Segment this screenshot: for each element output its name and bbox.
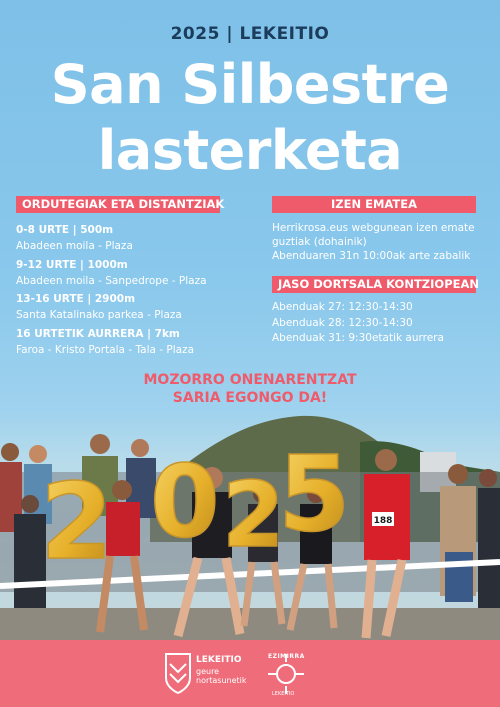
registration-line: Herrikrosa.eus webgunean izen emate [272,222,475,234]
balloon-digit: 5 [278,433,351,555]
title-line-1: San Silbestre [50,53,450,116]
schedule-category: 9-12 URTE | 1000m [16,259,128,271]
bib-pickup-line: Abenduak 28: 12:30-14:30 [272,317,413,329]
lekeitio-shield-icon [164,652,192,694]
bib-pickup-heading: JASO DORTSALA KONTZIOPEAN [272,276,476,293]
logo-left-tagline: geure [196,667,220,676]
bib-number: 188 [373,516,393,526]
promo-line-2: SARIA EGONGO DA! [172,390,328,406]
bib-pickup-line: Abenduak 27: 12:30-14:30 [272,301,413,313]
logo-right-sub: LEKEITIO [272,691,295,697]
runners-photo [0,412,500,640]
balloon-digit: 2 [40,461,114,583]
schedule-category: 0-8 URTE | 500m [16,224,114,236]
logo-left-tagline: nortasunetik [196,676,247,685]
schedule-route: Abadeen moila - Plaza [16,240,133,252]
footer-bar [0,640,500,707]
logo-left-name: LEKEITIO [196,655,242,665]
registration-line: Abenduaren 31n 10:00ak arte zabalik [272,250,471,262]
schedule-route: Faroa - Kristo Portala - Tala - Plaza [16,344,195,356]
balloon-digit: 2 [222,463,285,568]
balloon-digit: 0 [150,443,220,560]
year-location: 2025 | LEKEITIO [170,24,330,44]
logo-right-name: EZIMIRRA [268,653,305,660]
schedule-route: Santa Katalinako parkea - Plaza [16,309,182,321]
schedule-route: Abadeen moila - Sanpedrope - Plaza [16,275,207,287]
registration-heading: IZEN EMATEA [272,196,476,213]
promo-line-1: MOZORRO ONENARENTZAT [143,372,357,388]
title-line-2: lasterketa [97,119,403,182]
registration-line: guztiak (dohainik) [272,236,367,248]
schedule-category: 16 URTETIK AURRERA | 7km [16,328,180,340]
ground [0,608,500,640]
bib-pickup-line: Abenduak 31: 9:30etatik aurrera [272,332,444,344]
schedule-category: 13-16 URTE | 2900m [16,293,136,305]
schedule-heading: ORDUTEGIAK ETA DISTANTZIAK [16,196,220,213]
